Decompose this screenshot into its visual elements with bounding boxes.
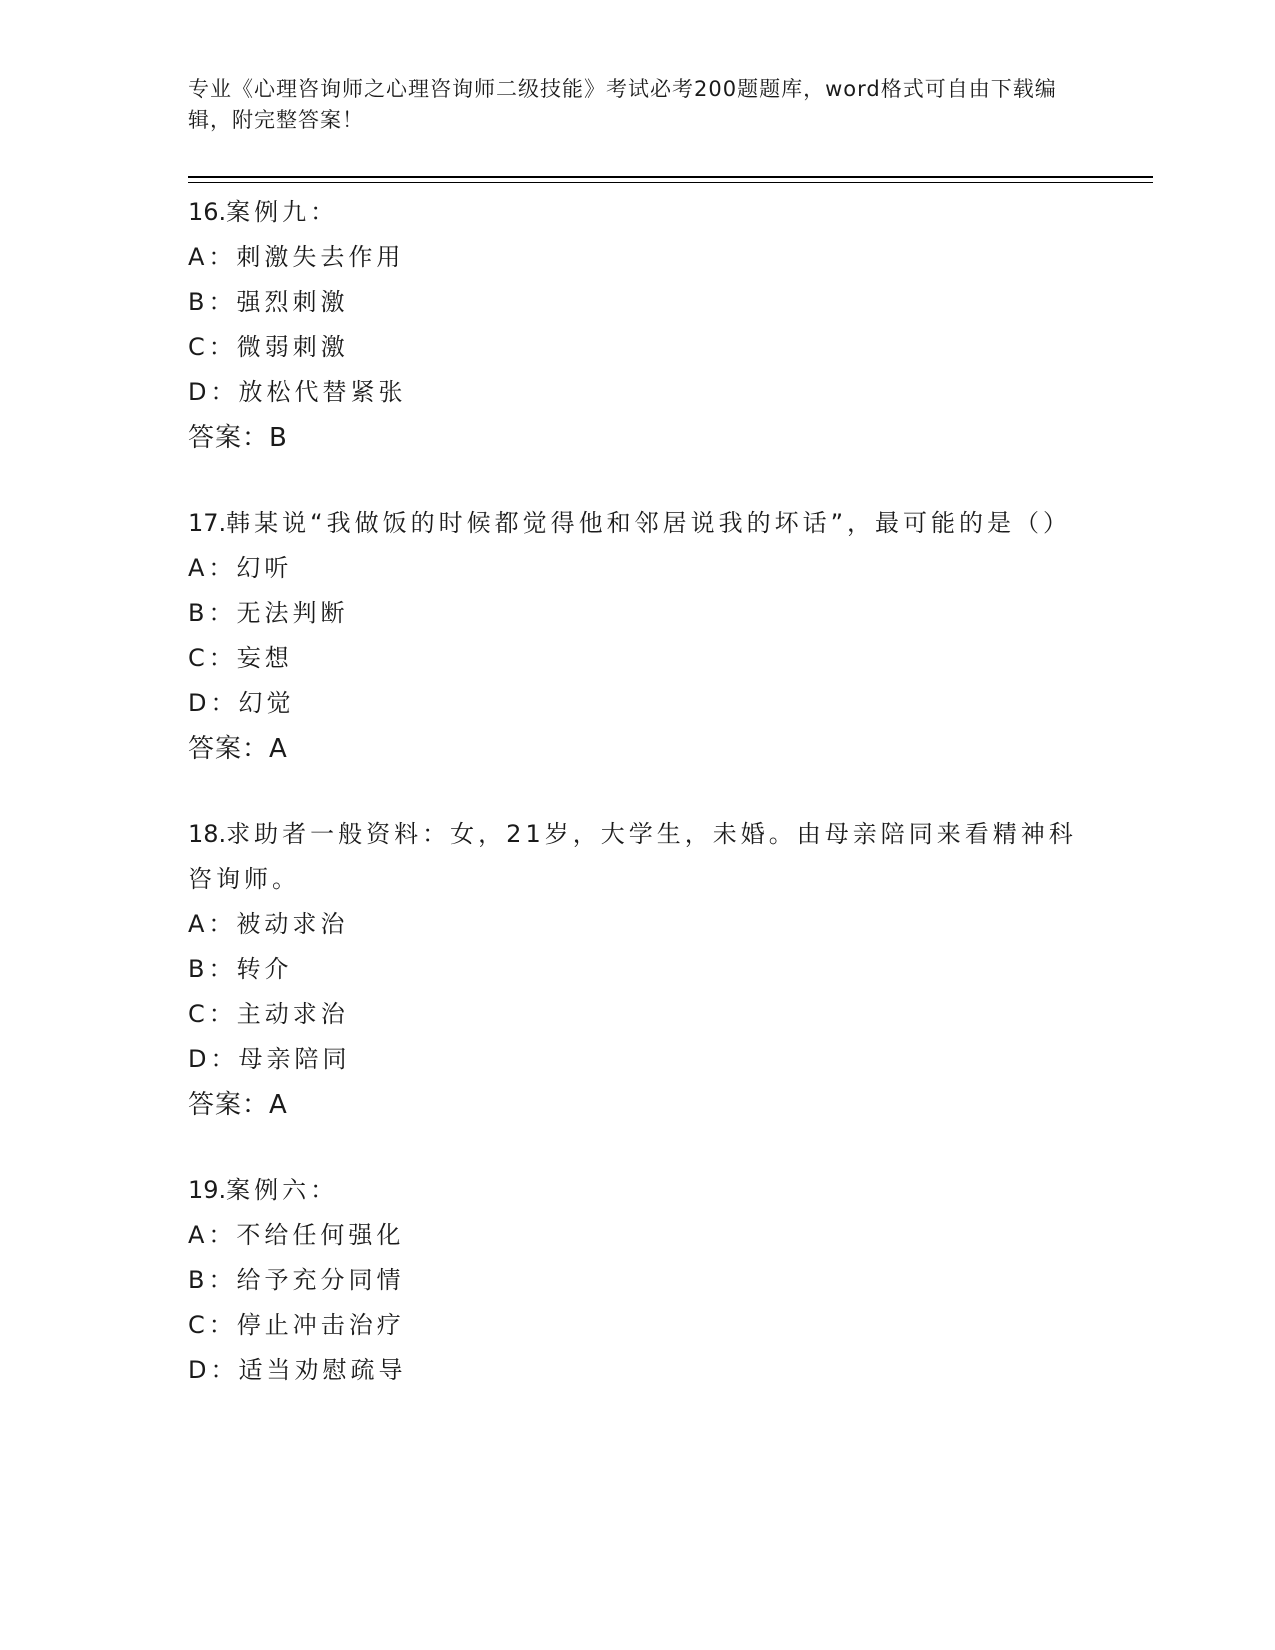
- question-text: 案例六：: [226, 1176, 339, 1204]
- option-a: A：被动求治: [188, 910, 349, 938]
- question-19: [188, 1168, 1088, 1393]
- option-d: D：幻觉: [188, 689, 295, 717]
- question-number: 17.: [188, 509, 227, 537]
- question-number: 18.: [188, 820, 227, 848]
- question-16: [188, 190, 1088, 461]
- option-a: A：幻听: [188, 554, 293, 582]
- option-b: B：转介: [188, 955, 293, 983]
- option-d: D：适当劝慰疏导: [188, 1356, 407, 1384]
- answer-line: 答案：A: [188, 734, 288, 764]
- option-a: A：刺激失去作用: [188, 243, 405, 271]
- option-d: D：放松代替紧张: [188, 378, 407, 406]
- question-number: 19.: [188, 1176, 227, 1204]
- option-c: C：停止冲击治疗: [188, 1311, 405, 1339]
- option-d: D：母亲陪同: [188, 1045, 351, 1073]
- option-c: C：主动求治: [188, 1000, 349, 1028]
- question-18: [188, 812, 1088, 1128]
- option-a: A：不给任何强化: [188, 1221, 405, 1249]
- question-stem: [188, 1168, 1088, 1213]
- option-c: C：妄想: [188, 644, 293, 672]
- question-text: 求助者一般资料：女，21岁，大学生，未婚。由母亲陪同来看精神科咨询师。: [188, 820, 1077, 893]
- question-stem: [188, 812, 1088, 902]
- document-header: 专业《心理咨询师之心理咨询师二级技能》考试必考200题题库，word格式可自由下载编辑，附完整答案！: [188, 77, 1057, 132]
- option-c: C：微弱刺激: [188, 333, 349, 361]
- answer-line: 答案：A: [188, 1090, 288, 1120]
- header-divider-thick: [188, 176, 1153, 178]
- question-stem: [188, 190, 1088, 235]
- header-divider-thin: [188, 182, 1153, 183]
- question-text: 案例九：: [226, 198, 339, 226]
- option-b: B：强烈刺激: [188, 288, 349, 316]
- question-text: 韩某说“我做饭的时候都觉得他和邻居说我的坏话”，最可能的是（）: [226, 509, 1072, 537]
- question-stem: [188, 501, 1088, 546]
- option-b: B：给予充分同情: [188, 1266, 405, 1294]
- answer-line: 答案：B: [188, 423, 288, 453]
- question-17: [188, 501, 1088, 772]
- question-number: 16.: [188, 198, 227, 226]
- question-list: [188, 190, 1088, 1433]
- option-b: B：无法判断: [188, 599, 349, 627]
